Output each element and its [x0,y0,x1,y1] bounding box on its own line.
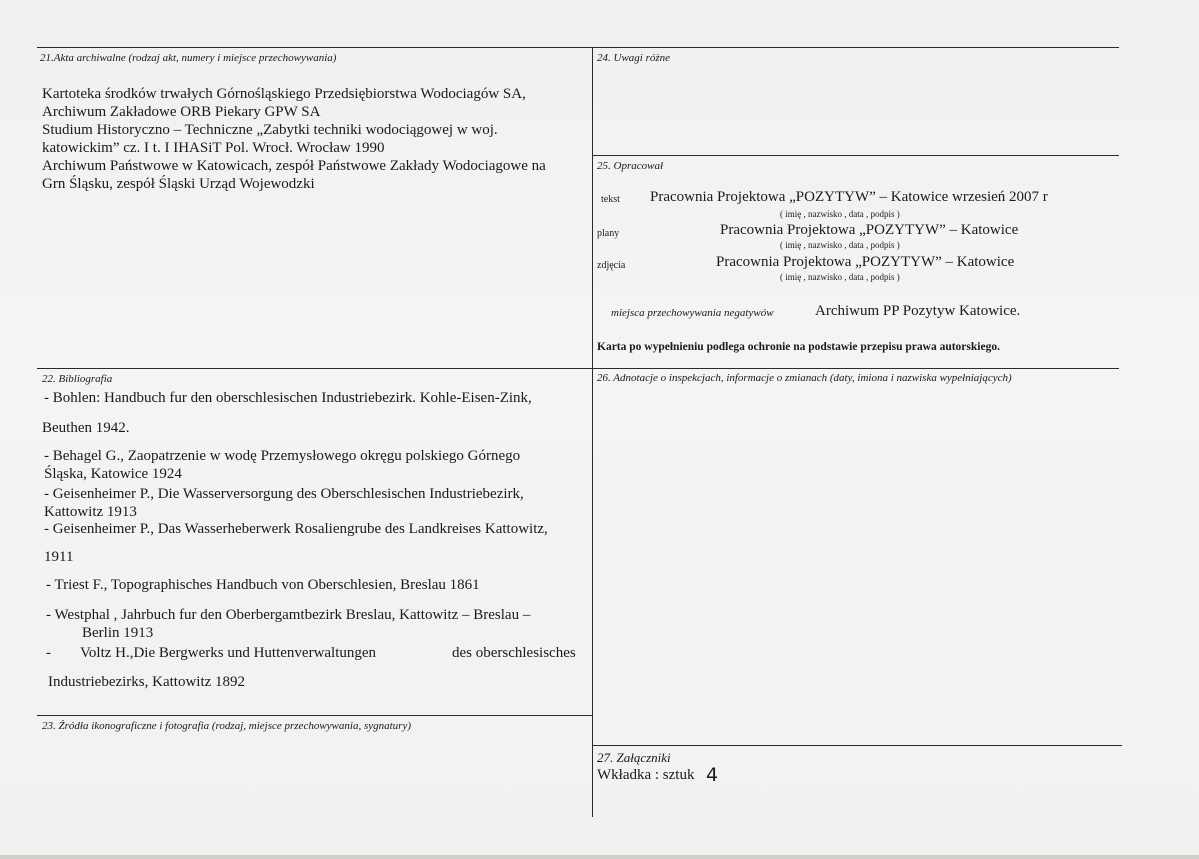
zdjecia-label: zdjęcia [597,260,626,271]
bibliography-dash: - [46,645,51,661]
section-27-title: 27. Załączniki [597,750,671,765]
bibliography-line-12a: Voltz H.,Die Bergwerks und Huttenverwaltungen [80,645,377,661]
tekst-label: tekst [601,194,620,205]
bibliography-line-8: 1911 [44,549,74,565]
bibliography-line-13: Industriebezirks, Kattowitz 1892 [48,674,246,690]
negatives-value: Archiwum PP Pozytyw Katowice. [815,303,1021,319]
section-21-title: 21.Akta archiwalne (rodzaj akt, numery i miejsce przechowywania) [40,52,337,64]
attachments-count-handwritten: 4 [706,764,719,786]
bibliography-line-3: - Behagel G., Zaopatrzenie w wodę Przemysłowego okręgu polskiego Górnego [44,448,521,464]
section-21-line-1: Kartoteka środków trwałych Górnośląskiego Przedsiębiorstwa Wodociagów SA, [42,86,526,102]
plany-label: plany [597,228,620,239]
copyright-note: Karta po wypełnieniu podlega ochronie na podstawie przepisu prawa autorskiego. [597,341,1000,353]
bibliography-line-9: - Triest F., Topographisches Handbuch von Oberschlesien, Breslau 1861 [46,577,480,593]
zdjecia-signature-hint: ( imię , nazwisko , data , podpis ) [780,272,900,282]
section-21-line-3: Studium Historyczno – Techniczne „Zabytki techniki wodociągowej w woj. [42,122,498,138]
divider-21-22 [37,368,1119,369]
section-26-title: 26. Adnotacje o inspekcjach, informacje o zmianach (daty, imiona i nazwiska wypełniających) [597,372,1012,384]
bibliography-line-12b: des oberschlesisches [452,645,576,661]
bibliography-line-6: Kattowitz 1913 [44,504,137,520]
bibliography-line-4: Śląska, Katowice 1924 [44,466,182,482]
negatives-label: miejsca przechowywania negatywów [611,307,774,319]
plany-signature-hint: ( imię , nazwisko , data , podpis ) [780,240,900,250]
section-21-line-6: Grn Śląsku, zespół Śląski Urząd Wojewodzki [42,176,315,192]
section-22-title: 22. Bibliografia [42,373,113,385]
divider-26-27 [592,745,1122,746]
section-21-line-2: Archiwum Zakładowe ORB Piekary GPW SA [42,104,321,120]
scan-edge [0,855,1199,859]
bibliography-line-7: - Geisenheimer P., Das Wasserheberwerk Rosaliengrube des Landkreises Kattowitz, [44,521,548,537]
divider-22-23 [37,715,592,716]
tekst-signature-hint: ( imię , nazwisko , data , podpis ) [780,209,900,219]
center-divider [592,47,593,817]
bibliography-line-10: - Westphal , Jahrbuch fur den Oberbergamtbezirk Breslau, Kattowitz – Breslau – [46,607,531,623]
bibliography-line-1: - Bohlen: Handbuch fur den oberschlesischen Industriebezirk. Kohle-Eisen-Zink, [44,390,532,406]
bibliography-line-2: Beuthen 1942. [42,420,130,436]
attachments-text: Wkładka : sztuk [597,767,695,783]
top-border [37,47,1119,48]
section-24-title: 24. Uwagi różne [597,52,671,64]
tekst-value: Pracownia Projektowa „POZYTYW” – Katowice wrzesień 2007 r [650,189,1048,205]
divider-24-25 [592,155,1119,156]
zdjecia-value: Pracownia Projektowa „POZYTYW” – Katowice [716,254,1015,270]
bibliography-line-11: Berlin 1913 [82,625,154,641]
bibliography-line-5: - Geisenheimer P., Die Wasserversorgung des Oberschlesischen Industriebezirk, [44,486,524,502]
section-21-line-4: katowickim” cz. I t. I IHASiT Pol. Wrocł. Wrocław 1990 [42,140,385,156]
section-25-title: 25. Opracował [597,160,663,172]
section-21-line-5: Archiwum Państwowe w Katowicach, zespół Państwowe Zakłady Wodociagowe na [42,158,546,174]
section-23-title: 23. Źródła ikonograficzne i fotografia (rodzaj, miejsce przechowywania, sygnatury) [42,720,411,732]
plany-value: Pracownia Projektowa „POZYTYW” – Katowice [720,222,1019,238]
